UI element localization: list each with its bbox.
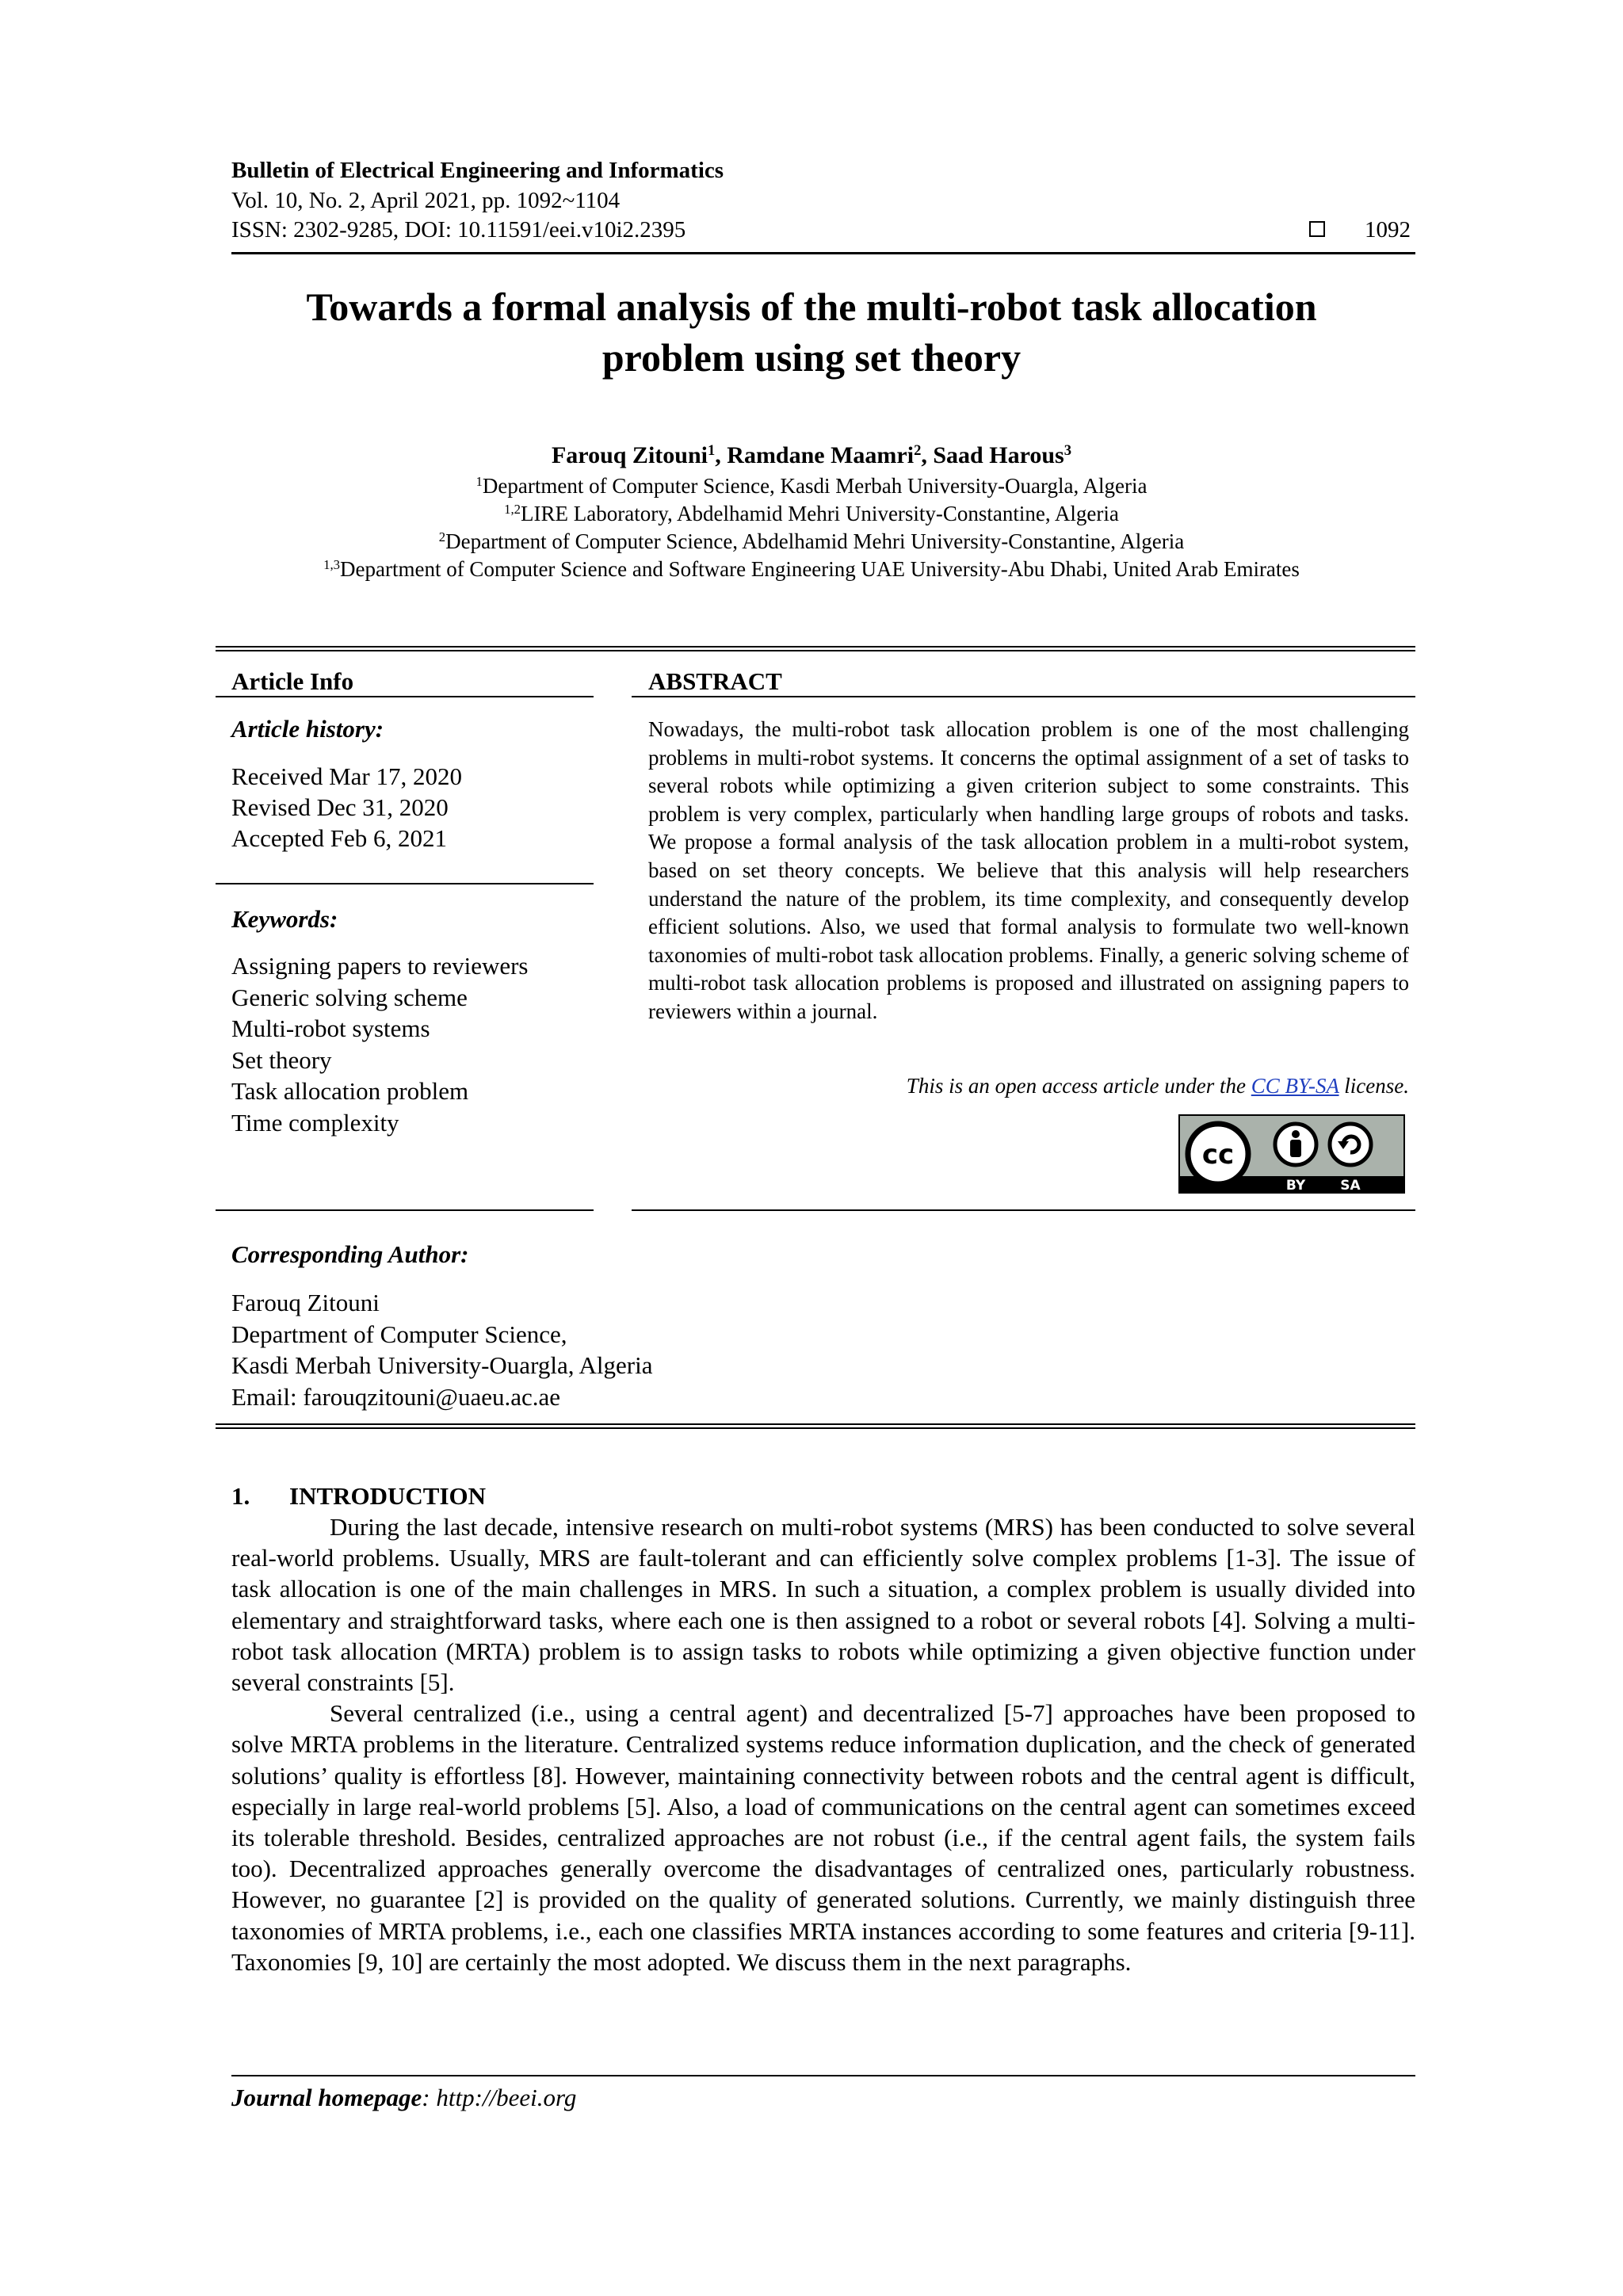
- keyword-item: Set theory: [231, 1045, 332, 1074]
- author-sup: 1: [707, 441, 716, 459]
- abstract-rule: [632, 696, 1415, 697]
- journal-name: Bulletin of Electrical Engineering and Informatics: [231, 158, 724, 183]
- journal-homepage: [231, 2083, 576, 2113]
- corresponding-author-university: Kasdi Merbah University-Ouargla, Algeria: [231, 1351, 653, 1379]
- affiliation: [79, 472, 1544, 499]
- paragraph: During the last decade, intensive research on multi-robot systems (MRS) has been conducted to solve several real-world problems. Usually, MRS are fault-tolerant and can efficiently solve complex problems [1-3]. The issue of task allocation is one of the main challenges in MRS. In such a situation, a complex problem is usually divided into elementary and straightforward tasks, where each one is then assigned to a robot or several robots [4]. Solving a multi-robot task allocation (MRTA) problem is to assign tasks to robots while optimizing a given objective function under several constraints [5].: [231, 1513, 1415, 1697]
- title-line-2: problem using set theory: [601, 335, 1022, 380]
- paragraph: Several centralized (i.e., using a central agent) and decentralized [5-7] approaches have been proposed to solve MRTA problems in the literature. Centralized systems reduce information duplication, and the check of generated solutions’ quality is effortless [8]. However, maintaining connectivity between robots and the central agent is difficult, especially in large real-world problems [5]. Also, a load of communications on the central agent can sometimes exceed its tolerable threshold. Besides, centralized approaches are not robust (i.e., if the central agent fails, the system fails too). Decentralized approaches generally overcome the disadvantages of centralized ones, particularly robustness. However, no guarantee [2] is provided on the quality of generated solutions. Currently, we mainly distinguish three taxonomies of MRTA problems, i.e., each one classifies MRTA instances according to some features and criteria [9-11]. Taxonomies [9, 10] are certainly the most adopted. We discuss them in the next paragraphs.: [231, 1699, 1415, 1976]
- author-name: Ramdane Maamri: [727, 442, 915, 468]
- corresponding-author-department: Department of Computer Science,: [231, 1320, 567, 1348]
- badge-by-label: BY: [1285, 1178, 1306, 1194]
- keyword-item: Assigning papers to reviewers: [231, 952, 529, 980]
- sa-icon: [1330, 1124, 1371, 1165]
- homepage-label: Journal homepage: [231, 2084, 422, 2111]
- section-heading-introduction: [231, 1481, 486, 1511]
- abstract-bottom-rule: [632, 1209, 1415, 1211]
- affiliation-text: Department of Computer Science and Software Engineering UAE University-Abu Dhabi, United Arab Emirates: [340, 557, 1300, 581]
- svg-text:cc: cc: [1201, 1139, 1235, 1171]
- author-name: Saad Harous: [933, 442, 1064, 468]
- abstract-body: Nowadays, the multi-robot task allocation problem is one of the most challenging problems in multi-robot systems. It concerns the optimal assignment of a set of tasks to several robots while optimizing a given criterion subject to some constraints. This problem is very complex, particularly when handling large groups of robots and tasks. We propose a formal analysis of the task allocation problem in a multi-robot system, based on set theory concepts. We believe that this analysis will help researchers understand the nature of the problem, its time complexity, and consequently develop efficient solutions. Also, we used that formal analysis to formulate two well-known taxonomies of multi-robot task allocation problems. Finally, a generic solving scheme of multi-robot task allocation problems is proposed and illustrated on assigning papers to reviewers within a journal.: [648, 717, 1409, 1023]
- paper-title: [158, 281, 1465, 383]
- affiliation-sup: 2: [438, 529, 446, 544]
- by-icon: [1275, 1124, 1316, 1165]
- date-accepted: Accepted Feb 6, 2021: [231, 824, 448, 852]
- keyword-item: Multi-robot systems: [231, 1014, 430, 1042]
- badge-sa-label: SA: [1340, 1178, 1361, 1194]
- infobox-top-rule-2: [216, 650, 1415, 651]
- journal-volume: Vol. 10, No. 2, April 2021, pp. 1092~1104: [231, 188, 621, 213]
- journal-issn-doi: ISSN: 2302-9285, DOI: 10.11591/eei.v10i2.2395: [231, 217, 686, 243]
- introduction-body: [231, 1511, 1415, 1977]
- article-info-rule: [216, 696, 594, 697]
- author-list: Farouq Zitouni$^1$, Ramdane Maamri$^2$, Saad Harous$^3$: [551, 441, 1072, 468]
- date-received: Received Mar 17, 2020: [231, 762, 462, 790]
- affiliation-sup: 1: [475, 473, 483, 489]
- homepage-url[interactable]: : http://beei.org: [422, 2084, 577, 2111]
- section-number: 1.: [231, 1482, 250, 1510]
- affiliation-text: LIRE Laboratory, Abdelhamid Mehri University-Constantine, Algeria: [521, 502, 1119, 525]
- keywords-rule: [216, 1209, 594, 1211]
- infobox-bottom-rule-2: [216, 1427, 1415, 1429]
- history-rule: [216, 883, 594, 884]
- license-statement: [648, 1072, 1409, 1100]
- affiliation-sup: 1,2: [504, 501, 521, 517]
- footer-rule: [231, 2075, 1415, 2076]
- square-bullet-icon: [1309, 221, 1325, 237]
- affiliation: [79, 500, 1544, 527]
- keyword-item: Time complexity: [231, 1108, 399, 1137]
- keyword-item: Generic solving scheme: [231, 983, 468, 1011]
- section-title: INTRODUCTION: [289, 1482, 487, 1510]
- corresponding-author-name: Farouq Zitouni: [231, 1289, 380, 1316]
- corresponding-author-heading: Corresponding Author:: [231, 1240, 469, 1268]
- corresponding-author-email: Email: farouqzitouni@uaeu.ac.ae: [231, 1382, 561, 1411]
- license-suffix: license.: [1338, 1074, 1409, 1098]
- infobox-top-rule: [216, 646, 1415, 648]
- affiliation-sup: 1,3: [323, 556, 340, 572]
- license-link[interactable]: CC BY-SA: [1251, 1074, 1339, 1098]
- keyword-item: Task allocation problem: [231, 1077, 469, 1105]
- affiliation: [79, 528, 1544, 555]
- title-line-1: Towards a formal analysis of the multi-robot task allocation: [306, 285, 1317, 329]
- abstract-heading: ABSTRACT: [648, 667, 782, 695]
- author-sup: 2: [914, 441, 922, 459]
- infobox-bottom-rule: [216, 1423, 1415, 1425]
- affiliation-text: Department of Computer Science, Abdelhamid Mehri University-Constantine, Algeria: [445, 529, 1185, 553]
- keywords-heading: Keywords:: [231, 905, 338, 933]
- cc-by-sa-badge[interactable]: [1178, 1114, 1405, 1194]
- author-sup: 3: [1064, 441, 1072, 459]
- license-prefix: This is an open access article under the: [906, 1074, 1251, 1098]
- date-revised: Revised Dec 31, 2020: [231, 793, 449, 821]
- affiliation-text: Department of Computer Science, Kasdi Merbah University-Ouargla, Algeria: [482, 474, 1148, 498]
- author-name: Farouq Zitouni: [551, 442, 708, 468]
- header-rule: [231, 252, 1415, 254]
- affiliation: [79, 556, 1544, 583]
- article-info-heading: Article Info: [231, 667, 354, 695]
- page-number: 1092: [1365, 217, 1411, 243]
- article-history-heading: Article history:: [231, 715, 384, 743]
